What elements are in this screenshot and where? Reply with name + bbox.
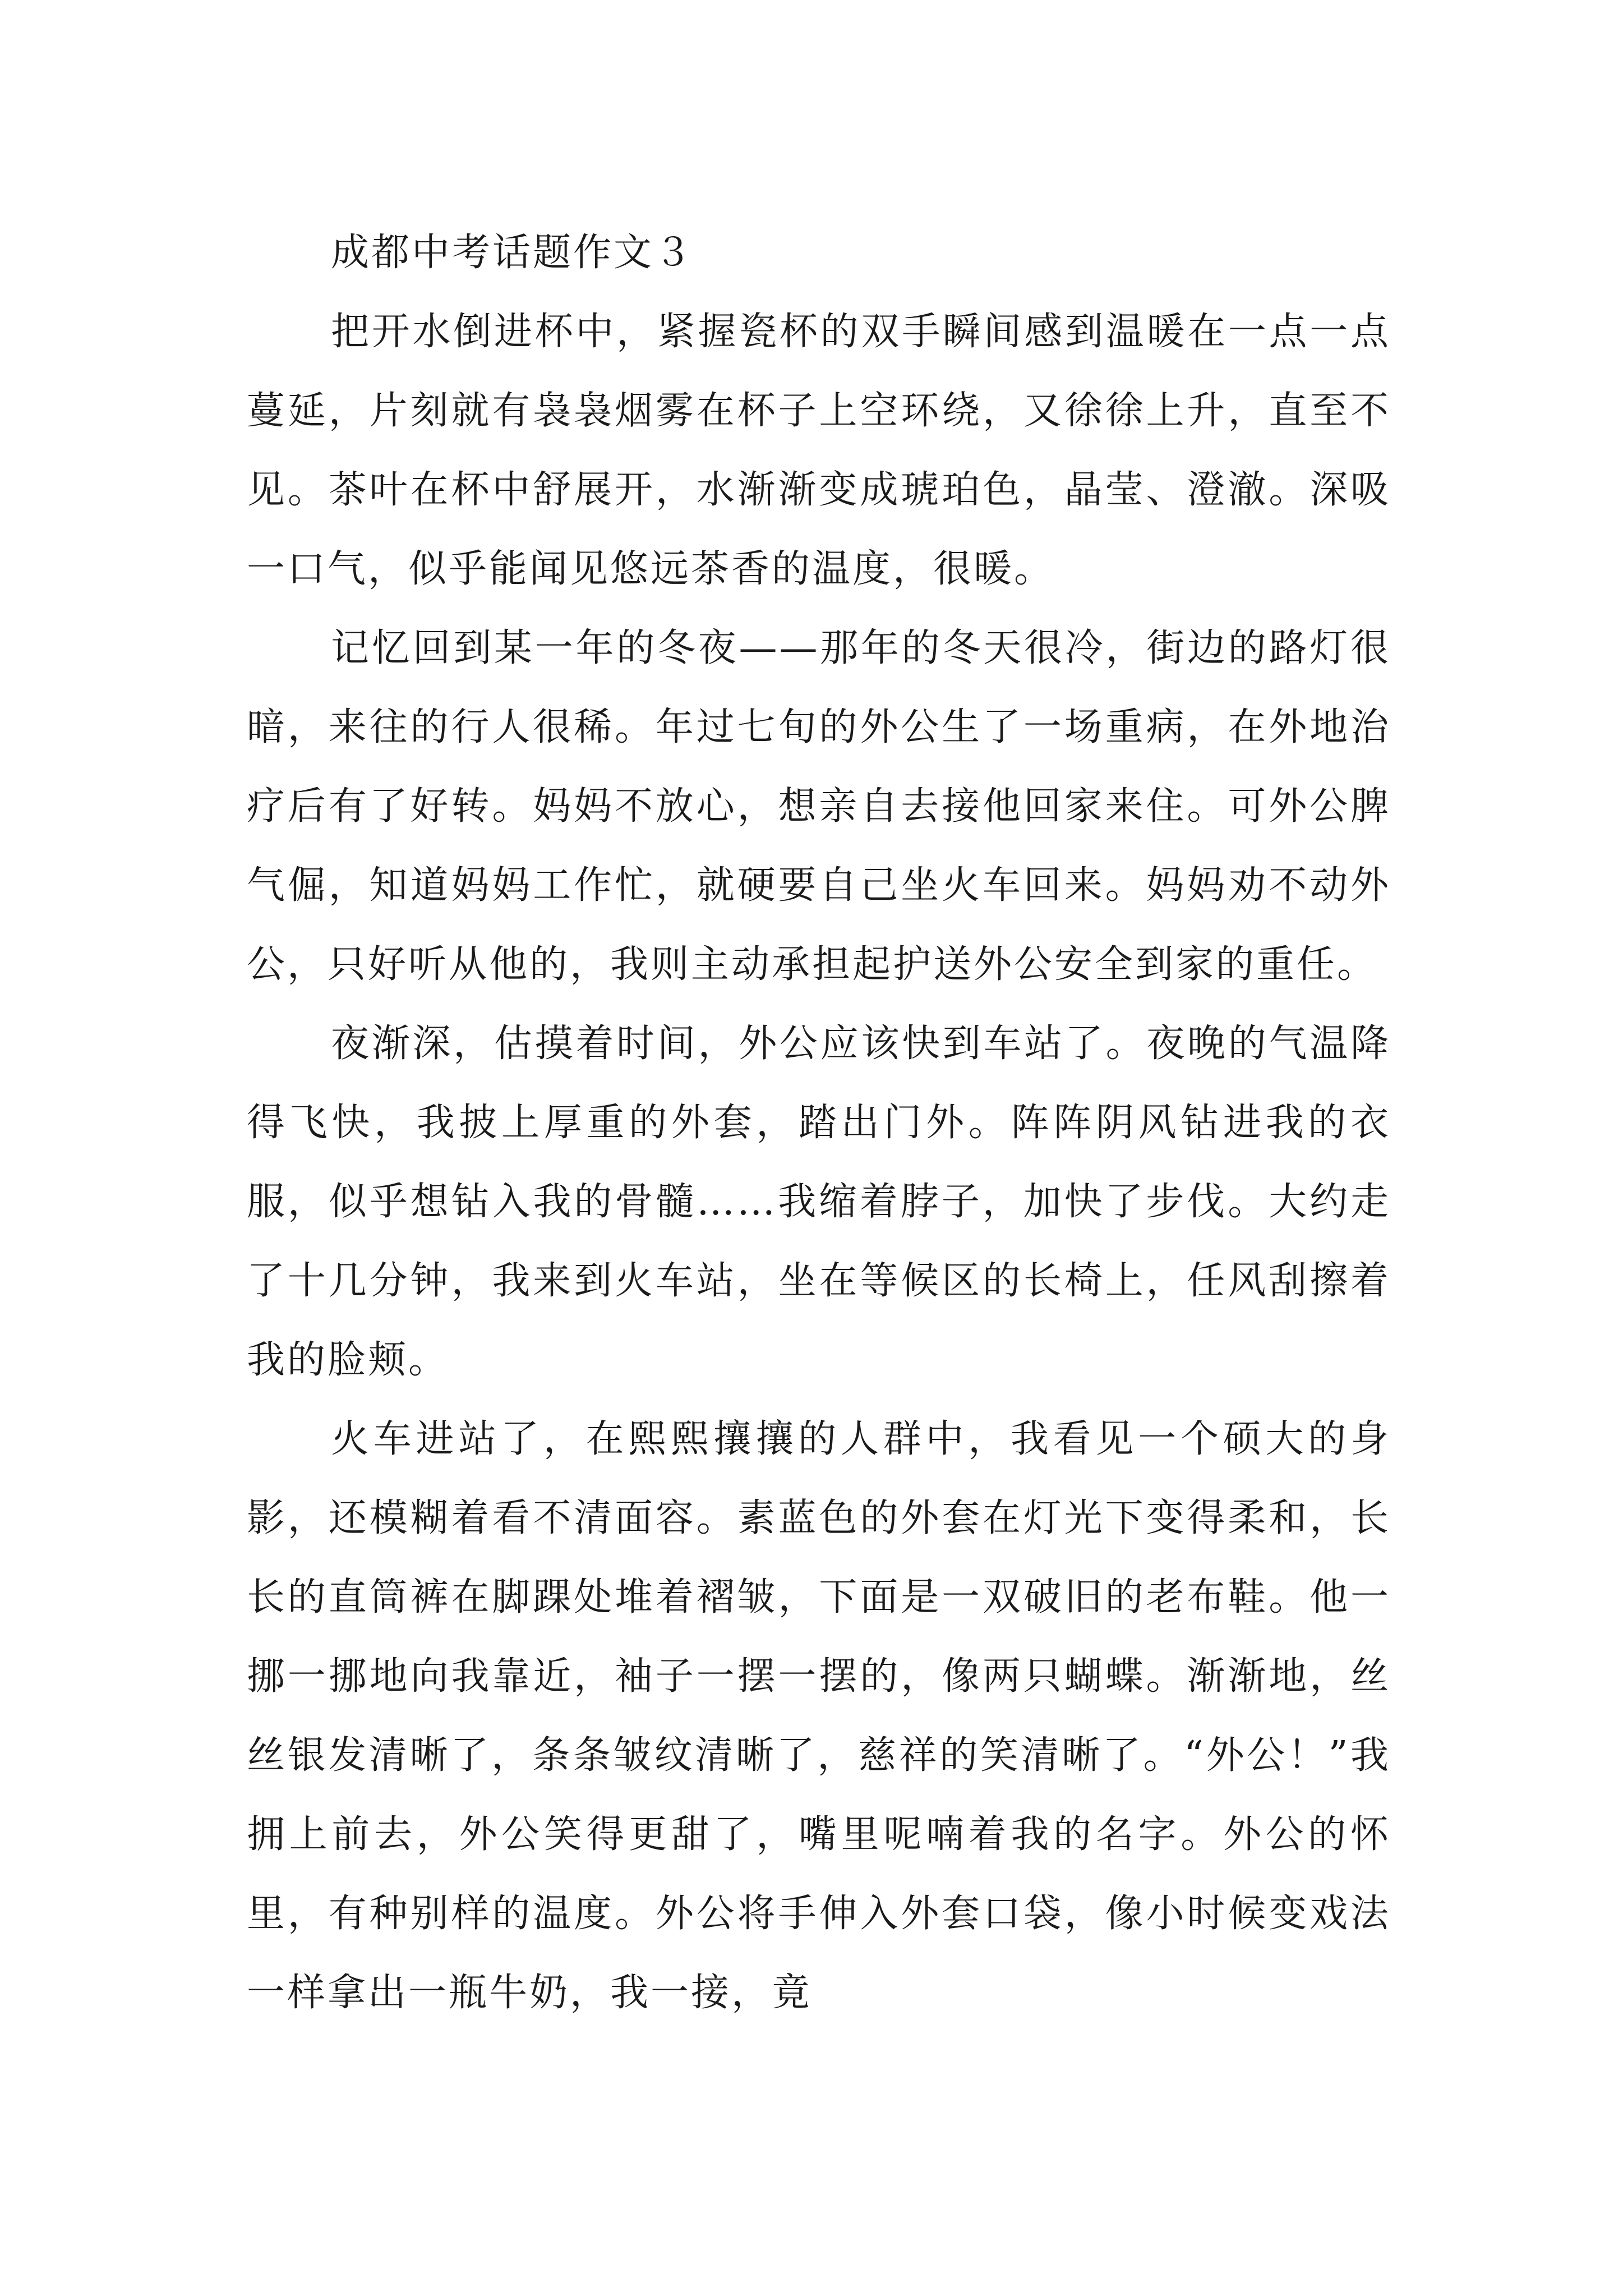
paragraph-1: 把开水倒进杯中，紧握瓷杯的双手瞬间感到温暖在一点一点蔓延，片刻就有袅袅烟雾在杯子上空环绕，又徐徐上升，直至不见。茶叶在杯中舒展开，水渐渐变成琥珀色，晶莹、澄澈。深吸一口气，似乎能闻见悠远茶香的温度，很暖。 (247, 310, 1391, 591)
paragraph-3: 夜渐深，估摸着时间，外公应该快到车站了。夜晚的气温降得飞快，我披上厚重的外套，踏出门外。阵阵阴风钻进我的衣服，似乎想钻入我的骨髓……我缩着脖子，加快了步伐。大约走了十几分钟，我来到火车站，坐在等候区的长椅上，任风刮擦着我的脸颊。 (247, 1022, 1391, 1382)
paragraph-4: 火车进站了，在熙熙攘攘的人群中，我看见一个硕大的身影，还模糊着看不清面容。素蓝色的外套在灯光下变得柔和，长长的直筒裤在脚踝处堆着褶皱，下面是一双破旧的老布鞋。他一挪一挪地向我靠近，袖子一摆一摆的，像两只蝴蝶。渐渐地，丝丝银发清晰了，条条皱纹清晰了，慈祥的笑清晰了。“外公！”我拥上前去，外公笑得更甜了，嘴里呢喃着我的名字。外公的怀里，有种别样的温度。外公将手伸入外套口袋，像小时候变戏法一样拿出一瓶牛奶，我一接，竟 (247, 1417, 1391, 2015)
document-body (247, 213, 1391, 2032)
document-title: 成都中考话题作文３ (331, 231, 695, 275)
paragraph-2: 记忆回到某一年的冬夜——那年的冬天很冷，街边的路灯很暗，来往的行人很稀。年过七旬的外公生了一场重病，在外地治疗后有了好转。妈妈不放心，想亲自去接他回家来住。可外公脾气倔，知道妈妈工作忙，就硬要自己坐火车回来。妈妈劝不动外公，只好听从他的，我则主动承担起护送外公安全到家的重任。 (247, 626, 1391, 987)
